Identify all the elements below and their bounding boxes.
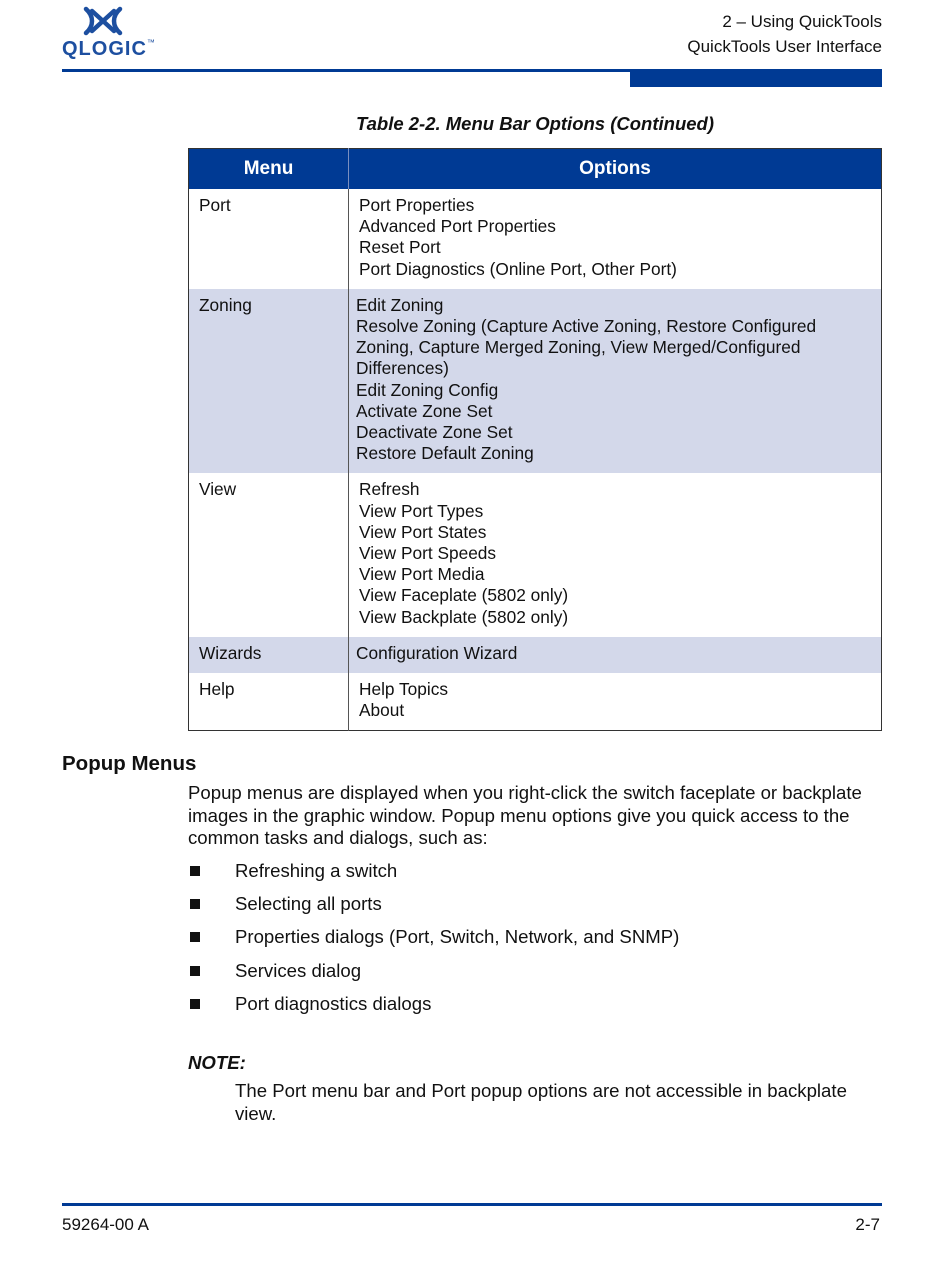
option-item: Deactivate Zone Set (356, 422, 513, 443)
table-row-help (189, 673, 882, 731)
options-cell (349, 289, 882, 474)
bullet-square-icon (190, 966, 200, 976)
option-item: Edit Zoning (356, 294, 444, 315)
option-item: View Port Speeds (359, 543, 497, 564)
column-header-options: Options (349, 149, 882, 190)
section-heading-popup-menus: Popup Menus (62, 752, 197, 775)
bullet-square-icon (190, 899, 200, 909)
list-item: Refreshing a switch (188, 860, 679, 893)
option-item: View Port Types (359, 500, 484, 521)
logo-wordmark: QLOGIC™ (62, 38, 156, 60)
table-caption: Table 2-2. Menu Bar Options (Continued) (355, 113, 714, 134)
menu-cell: Wizards (189, 637, 349, 673)
option-item: Port Properties (359, 195, 475, 215)
option-item: Refresh (359, 479, 420, 500)
table-row-port (189, 189, 882, 289)
menu-cell: Zoning (189, 289, 349, 474)
options-cell (349, 637, 882, 673)
table-row-wizards (189, 637, 882, 673)
bullet-square-icon (190, 932, 200, 942)
popup-intro-paragraph: Popup menus are displayed when you right-click the switch faceplate or backplate images in the graphic window. Popup menu options give you quick access to the common tasks and dialogs, such as: (188, 782, 862, 849)
options-cell (349, 473, 882, 636)
option-item: Reset Port (359, 237, 441, 258)
note-label: NOTE: (188, 1052, 246, 1073)
header-accent-block (630, 69, 882, 87)
options-cell (349, 189, 882, 289)
option-item: View Backplate (5802 only) (359, 606, 569, 627)
menu-bar-options-table (188, 148, 882, 731)
option-item: Advanced Port Properties (359, 216, 556, 237)
list-item: Services dialog (188, 960, 679, 993)
menu-cell: Port (189, 189, 349, 289)
options-cell (349, 673, 882, 731)
document-number: 59264-00 A (62, 1215, 149, 1234)
bullet-square-icon (190, 999, 200, 1009)
option-item: Activate Zone Set (356, 400, 493, 421)
qlogic-logo-icon (82, 6, 124, 36)
option-item: Configuration Wizard (356, 642, 518, 663)
option-item: Resolve Zoning (Capture Active Zoning, Restore Configured Zoning, Capture Merged Zoning, View Merged/Configured Differences) (356, 316, 817, 379)
list-item: Port diagnostics dialogs (188, 993, 679, 1026)
footer-rule (62, 1203, 882, 1206)
menu-cell: View (189, 473, 349, 636)
note-text: The Port menu bar and Port popup options are not accessible in backplate view. (235, 1080, 847, 1124)
page-number: 2-7 (855, 1215, 880, 1234)
option-item: Port Diagnostics (Online Port, Other Port) (359, 258, 677, 279)
list-item: Selecting all ports (188, 893, 679, 926)
bullet-square-icon (190, 866, 200, 876)
list-item: Properties dialogs (Port, Switch, Network, and SNMP) (188, 926, 679, 959)
table-header-row (189, 149, 882, 190)
running-header (687, 9, 882, 59)
popup-task-list (188, 860, 679, 1026)
column-header-menu: Menu (189, 149, 349, 190)
option-item: Edit Zoning Config (356, 379, 499, 400)
section-title: QuickTools User Interface (687, 37, 882, 56)
option-item: Restore Default Zoning (356, 443, 534, 464)
menu-cell: Help (189, 673, 349, 731)
option-item: About (359, 700, 405, 721)
chapter-title: 2 – Using QuickTools (722, 12, 882, 31)
table-row-zoning (189, 289, 882, 474)
option-item: View Port States (359, 521, 487, 542)
table-row-view (189, 473, 882, 636)
option-item: View Port Media (359, 564, 485, 585)
option-item: View Faceplate (5802 only) (359, 585, 569, 606)
qlogic-logo (62, 6, 156, 60)
option-item: Help Topics (359, 679, 449, 700)
